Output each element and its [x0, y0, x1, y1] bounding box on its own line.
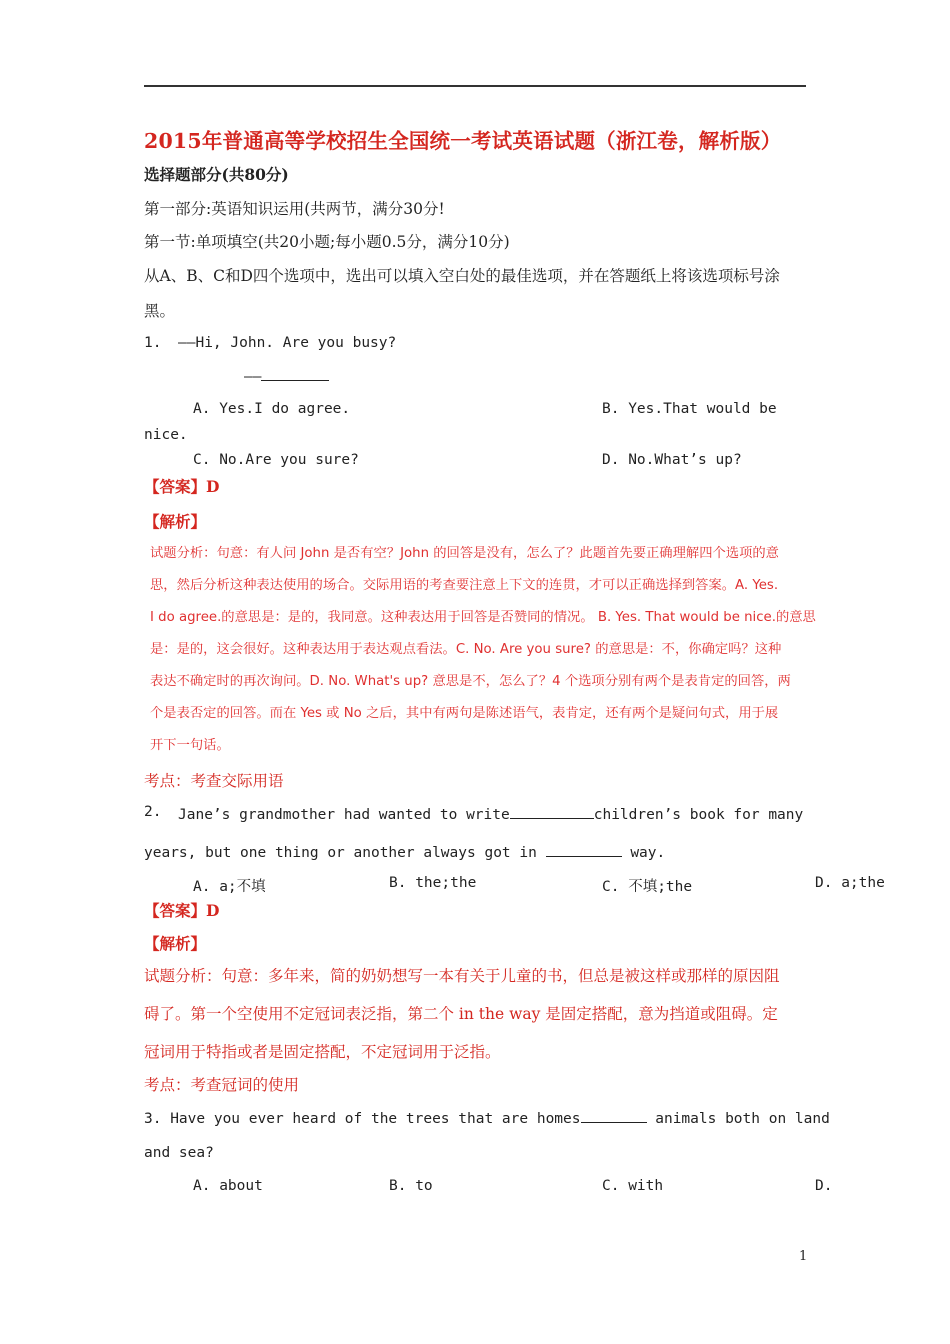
question-2-line-2 — [144, 842, 665, 861]
page-number: 1 — [799, 1249, 808, 1264]
q2-answer: 【答案】D — [144, 901, 220, 920]
q2-text-part: children’s book for many — [593, 807, 804, 823]
q2-option-c: C. 不填;the — [602, 879, 693, 895]
q1-analysis-line: 是：是的，这会很好。这种表达用于表达观点看法。C. No. Are you sure? 的意思是：不，你确定吗？这种 — [150, 642, 782, 657]
instructions-line-2: 黑。 — [144, 302, 176, 320]
section-header: 选择题部分(共80分) — [144, 165, 289, 184]
question-1-reply — [244, 366, 329, 385]
q3-option-c: C. with — [602, 1178, 664, 1194]
q1-analysis-line: 开下一句话。 — [150, 738, 230, 753]
q2-analysis-line: 试题分析：句意：多年来，简的奶奶想写一本有关于儿童的书，但总是被这样或那样的原因阻 — [144, 967, 780, 985]
q3-option-d: D. — [815, 1178, 833, 1194]
q1-option-b-continued: nice. — [144, 427, 188, 443]
q1-option-a: A. Yes.I do agree. — [193, 401, 351, 417]
question-2-line-1 — [178, 804, 803, 823]
part-one-heading: 第一部分:英语知识运用(共两节，满分30分! — [144, 200, 445, 218]
q2-knowledge-point: 考点：考查冠词的使用 — [144, 1076, 300, 1094]
q2-text-part: Jane’s grandmother had wanted to write — [178, 807, 510, 823]
q2-analysis-line: 碍了。第一个空使用不定冠词表泛指，第二个 in the way 是固定搭配，意为挡道或阻碍。定 — [144, 1005, 778, 1023]
question-3-line-2: and sea? — [144, 1145, 214, 1161]
q2-analysis-line: 冠词用于特指或者是固定搭配，不定冠词用于泛指。 — [144, 1043, 501, 1061]
q3-option-b: B. to — [389, 1178, 433, 1194]
question-2-number: 2. — [144, 804, 162, 820]
question-1-prompt: ——Hi, John. Are you busy? — [178, 335, 397, 351]
header-rule — [144, 85, 806, 87]
q2-option-d: D. a;the — [815, 875, 885, 891]
answer-blank — [546, 842, 622, 857]
question-3-line-1 — [144, 1108, 830, 1127]
question-1-number: 1. — [144, 335, 162, 351]
question-1-reply-dash: —— — [244, 369, 262, 385]
q3-text-part: animals both on land — [655, 1111, 830, 1127]
document-title: 2015年普通高等学校招生全国统一考试英语试题（浙江卷，解析版） — [144, 129, 782, 153]
q1-analysis-line: 试题分析：句意：有人问 John 是否有空？John 的回答是没有，怎么了？此题首先要正确理解四个选项的意 — [150, 546, 779, 561]
q1-analysis-line: 思，然后分析这种表达使用的场合。交际用语的考查要注意上下文的连贯，才可以正确选择到答案。A. Yes. — [150, 578, 779, 593]
q1-option-d: D. No.What’s up? — [602, 452, 742, 468]
q1-option-c: C. No.Are you sure? — [193, 452, 359, 468]
q1-analysis-line: 个是表否定的回答。而在 Yes 或 No 之后，其中有两句是陈述语气，表肯定，还有两个是疑问句式，用于展 — [150, 706, 779, 721]
q1-knowledge-point: 考点：考查交际用语 — [144, 772, 284, 790]
answer-blank — [261, 366, 329, 381]
instructions-line-1: 从A、B、C和D四个选项中，选出可以填入空白处的最佳选项，并在答题纸上将该选项标号涂 — [144, 267, 780, 285]
q1-answer: 【答案】D — [144, 477, 220, 496]
answer-blank — [581, 1108, 647, 1123]
q2-option-b: B. the;the — [389, 875, 477, 891]
section-one-heading: 第一节:单项填空(共20小题;每小题0.5分，满分10分) — [144, 233, 510, 251]
q1-analysis-line: 表达不确定时的再次询问。D. No. What's up? 意思是不，怎么了？4 个选项分别有两个是表肯定的回答，两 — [150, 674, 791, 689]
q2-analysis-label: 【解析】 — [144, 934, 207, 953]
q1-analysis-label: 【解析】 — [144, 512, 207, 531]
q3-option-a: A. about — [193, 1178, 263, 1194]
q3-text-part: 3. Have you ever heard of the trees that are homes — [144, 1111, 581, 1127]
q2-option-a: A. a;不填 — [193, 879, 266, 895]
q1-analysis-line: I do agree.的意思是：是的，我同意。这种表达用于回答是否赞同的情况。 B. Yes. That would be nice.的意思 — [150, 610, 816, 625]
q1-option-b: B. Yes.That would be — [602, 401, 777, 417]
answer-blank — [510, 804, 594, 819]
q2-text-part: years, but one thing or another always got in — [144, 845, 537, 861]
q2-text-part: way. — [630, 845, 666, 861]
